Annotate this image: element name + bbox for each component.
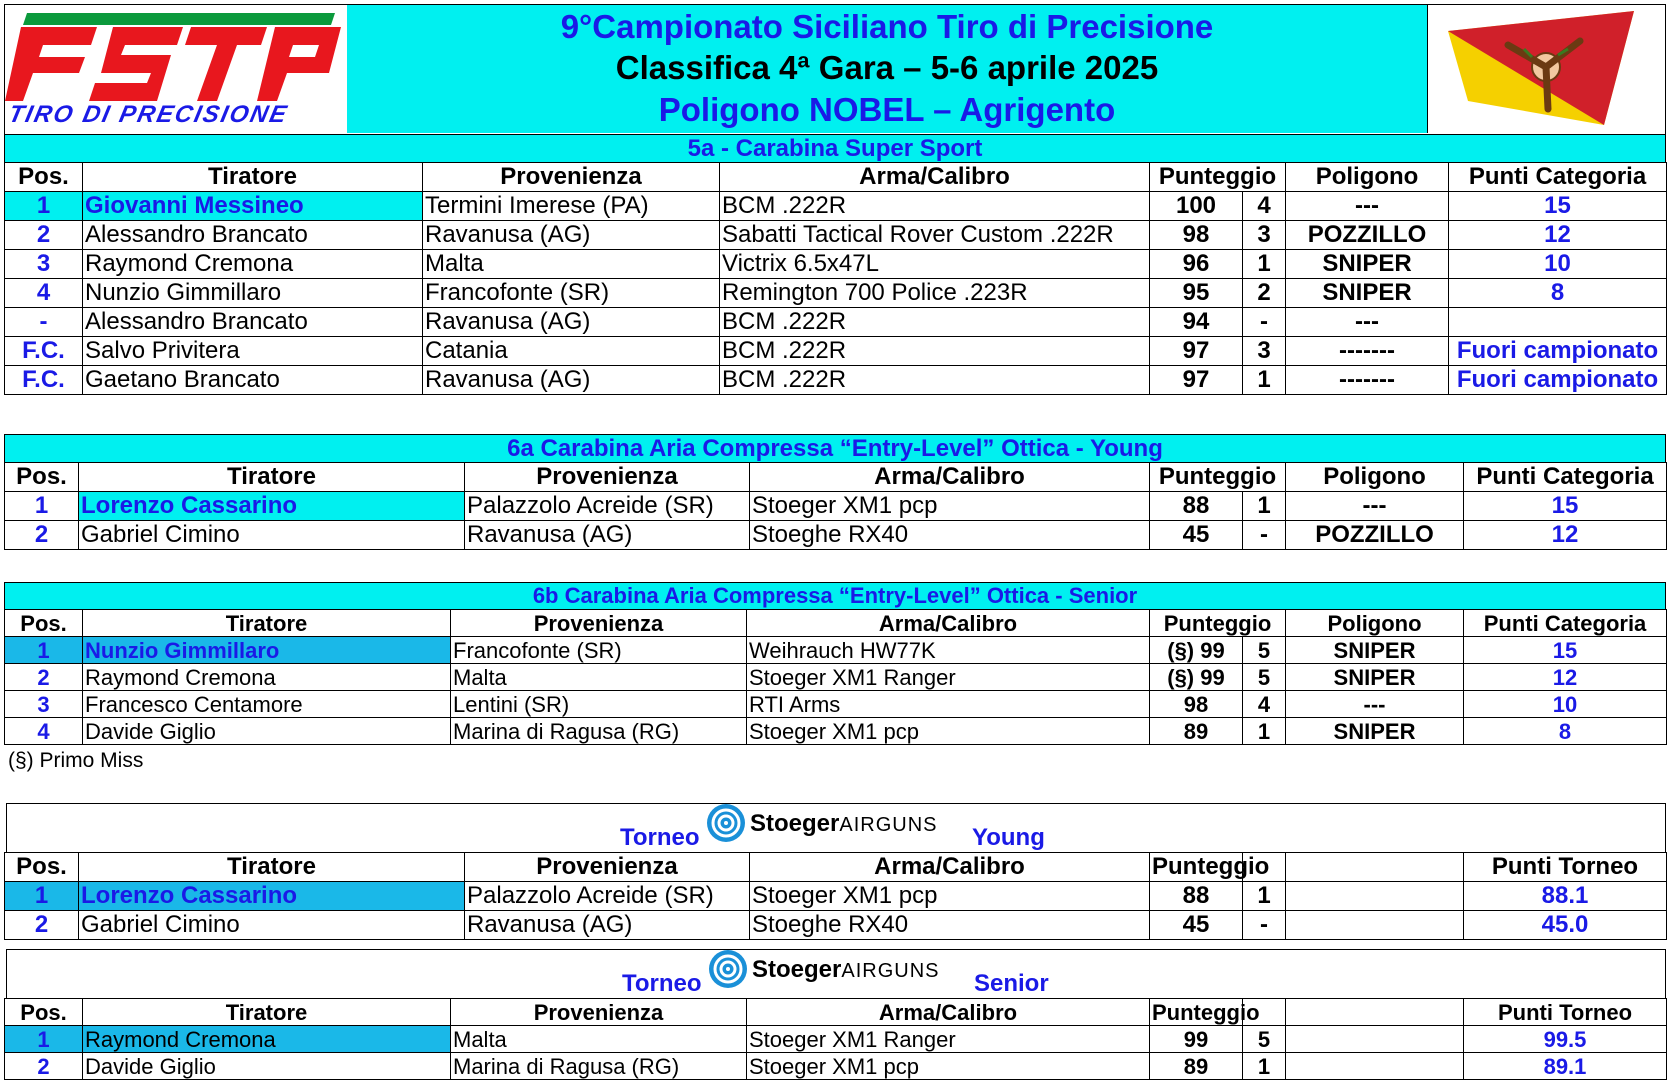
cell-name: Gaetano Brancato [83,366,423,395]
cell-arma: Stoeger XM1 pcp [750,882,1150,911]
cell-score: 89 [1150,1053,1243,1080]
stoeger-name: Stoeger [752,956,842,983]
cell-punti: 15 [1464,492,1667,521]
cell-name: Nunzio Gimmillaro [83,279,423,308]
table-row [5,911,1667,940]
torneo-senior-category: Senior [974,970,1049,997]
cell-poligono: --- [1286,691,1464,718]
col-poligono: Poligono [1286,163,1449,192]
cell-x: 3 [1243,221,1286,250]
cell-punti: 12 [1464,664,1667,691]
cell-punti: Fuori campionato [1449,366,1667,395]
col-provenienza: Provenienza [451,610,747,637]
cell-poligono: SNIPER [1286,279,1449,308]
table-row [5,221,1667,250]
cell-score: 88 [1150,492,1243,521]
cell-x: 5 [1243,1026,1286,1053]
stoeger-suffix: AIRGUNS [841,960,940,982]
cell-punti: 10 [1464,691,1667,718]
cell-score: (§) 99 [1150,664,1243,691]
col-punteggio: Punteggio [1150,163,1286,192]
cell-x: 5 [1243,637,1286,664]
cell-score: 100 [1150,192,1243,221]
cell-x: - [1243,911,1286,940]
cell-from: Ravanusa (AG) [423,308,720,337]
cell-pos: 4 [5,279,83,308]
cell-name: Giovanni Messineo [83,192,423,221]
cell-punti: 10 [1449,250,1667,279]
fstp-logo-subtitle: TIRO DI PRECISIONE [6,101,291,128]
cell-name: Raymond Cremona [83,1026,451,1053]
cell-score: 94 [1150,308,1243,337]
table-torneo-senior [4,998,1667,1080]
cell-punti: 15 [1449,192,1667,221]
table-6b [4,609,1667,745]
col-punti-torneo: Punti Torneo [1464,999,1667,1026]
col-tiratore: Tiratore [83,163,423,192]
cell-from: Palazzolo Acreide (SR) [465,882,750,911]
col-punti-torneo: Punti Torneo [1464,853,1667,882]
col-pos: Pos. [5,999,83,1026]
cell-blank [1286,1026,1464,1053]
cell-score: 98 [1150,691,1243,718]
cell-poligono: ------- [1286,337,1449,366]
col-pos: Pos. [5,163,83,192]
cell-punti: 15 [1464,637,1667,664]
cell-poligono: POZZILLO [1286,221,1449,250]
cell-arma: BCM .222R [720,337,1150,366]
cell-x: 5 [1243,664,1286,691]
cell-from: Ravanusa (AG) [465,521,750,550]
cell-name: Davide Giglio [83,718,451,745]
cell-punti: Fuori campionato [1449,337,1667,366]
cell-punti: 12 [1449,221,1667,250]
col-provenienza: Provenienza [451,999,747,1026]
cell-poligono: --- [1286,192,1449,221]
col-arma: Arma/Calibro [750,853,1150,882]
page-subtitle: Classifica 4ª Gara – 5-6 aprile 2025 [615,49,1159,86]
col-pos: Pos. [5,463,79,492]
table-row [5,250,1667,279]
cell-pos: 2 [5,664,83,691]
torneo-young-label: Torneo [620,824,700,851]
target-icon [709,950,747,988]
col-provenienza: Provenienza [465,853,750,882]
cell-punti-torneo: 88.1 [1464,882,1667,911]
cell-arma: BCM .222R [720,192,1150,221]
section-5a-title: 5a - Carabina Super Sport [4,134,1666,163]
col-punteggio: Punteggio [1150,463,1286,492]
col-tiratore: Tiratore [79,463,465,492]
col-punteggio: Punteggio [1150,999,1243,1026]
table-row [5,882,1667,911]
cell-x: 1 [1243,366,1286,395]
cell-from: Francofonte (SR) [423,279,720,308]
cell-pos: 4 [5,718,83,745]
table-row [5,192,1667,221]
cell-poligono: SNIPER [1286,250,1449,279]
cell-from: Lentini (SR) [451,691,747,718]
col-arma: Arma/Calibro [720,163,1150,192]
cell-blank [1286,911,1464,940]
table-row [5,492,1667,521]
cell-arma: Stoeghe RX40 [750,911,1150,940]
cell-score: 45 [1150,911,1243,940]
cell-pos: 2 [5,911,79,940]
cell-x: 3 [1243,337,1286,366]
cell-blank [1286,882,1464,911]
cell-punti [1449,308,1667,337]
cell-pos: F.C. [5,337,83,366]
sicily-flag-icon [1427,5,1665,133]
cell-name: Raymond Cremona [83,250,423,279]
cell-score: 45 [1150,521,1243,550]
cell-x: 1 [1243,882,1286,911]
cell-from: Termini Imerese (PA) [423,192,720,221]
table-row [5,718,1667,745]
cell-name: Salvo Privitera [83,337,423,366]
cell-arma: Stoeghe RX40 [750,521,1150,550]
col-punti-categoria: Punti Categoria [1464,610,1667,637]
cell-x: 1 [1243,492,1286,521]
cell-punti: 12 [1464,521,1667,550]
cell-from: Malta [423,250,720,279]
col-blank [1286,999,1464,1026]
cell-pos: F.C. [5,366,83,395]
cell-name: Raymond Cremona [83,664,451,691]
cell-from: Marina di Ragusa (RG) [451,718,747,745]
cell-arma: Sabatti Tactical Rover Custom .222R [720,221,1150,250]
cell-name: Lorenzo Cassarino [79,492,465,521]
cell-name: Francesco Centamore [83,691,451,718]
footnote-primo-miss: (§) Primo Miss [8,749,144,772]
stoeger-logo-icon [707,804,745,842]
page-title: 9°Campionato Siciliano Tiro di Precisione [560,8,1214,45]
stoeger-name: Stoeger [750,810,840,837]
cell-punti: 8 [1449,279,1667,308]
col-arma: Arma/Calibro [750,463,1150,492]
cell-score: 98 [1150,221,1243,250]
table-row [5,691,1667,718]
cell-pos: 1 [5,492,79,521]
cell-from: Malta [451,664,747,691]
col-pos: Pos. [5,853,79,882]
cell-punti: 8 [1464,718,1667,745]
title-band [347,5,1427,133]
target-icon [707,804,745,842]
cell-poligono: ------- [1286,366,1449,395]
col-tiratore: Tiratore [79,853,465,882]
cell-score: 88 [1150,882,1243,911]
cell-poligono: --- [1286,308,1449,337]
cell-name: Alessandro Brancato [83,221,423,250]
table-5a-header [5,163,1667,192]
col-arma: Arma/Calibro [747,999,1150,1026]
table-row [5,279,1667,308]
cell-name: Gabriel Cimino [79,911,465,940]
table-6b-header [5,610,1667,637]
cell-pos: 3 [5,250,83,279]
cell-arma: Stoeger XM1 pcp [750,492,1150,521]
table-row [5,308,1667,337]
col-tiratore: Tiratore [83,999,451,1026]
cell-poligono: SNIPER [1286,664,1464,691]
cell-poligono: SNIPER [1286,718,1464,745]
cell-pos: 2 [5,221,83,250]
table-torneo-young [4,852,1667,940]
col-punti-categoria: Punti Categoria [1464,463,1667,492]
table-6a [4,462,1667,550]
table-torneo-senior-header [5,999,1667,1026]
stoeger-brand [750,810,937,838]
cell-name: Davide Giglio [83,1053,451,1080]
cell-from: Ravanusa (AG) [423,221,720,250]
cell-score: 97 [1150,366,1243,395]
cell-poligono: SNIPER [1286,637,1464,664]
cell-x: 1 [1243,250,1286,279]
col-poligono: Poligono [1286,463,1464,492]
torneo-senior-label: Torneo [622,970,702,997]
cell-pos: 1 [5,192,83,221]
section-6b-title: 6b Carabina Aria Compressa “Entry-Level” Ottica - Senior [4,582,1666,610]
table-row [5,366,1667,395]
cell-from: Catania [423,337,720,366]
cell-arma: Stoeger XM1 Ranger [747,1026,1150,1053]
table-row [5,337,1667,366]
col-punti-categoria: Punti Categoria [1449,163,1667,192]
table-5a [4,162,1667,395]
table-row [5,664,1667,691]
col-provenienza: Provenienza [465,463,750,492]
cell-pos: 1 [5,882,79,911]
cell-arma: Stoeger XM1 pcp [747,1053,1150,1080]
cell-poligono: POZZILLO [1286,521,1464,550]
cell-blank [1286,1053,1464,1080]
cell-pos: 3 [5,691,83,718]
cell-pos: 1 [5,1026,83,1053]
cell-x: 4 [1243,192,1286,221]
cell-score: 97 [1150,337,1243,366]
cell-from: Ravanusa (AG) [465,911,750,940]
page-venue: Poligono NOBEL – Agrigento [658,91,1116,128]
col-punteggio: Punteggio [1150,610,1286,637]
col-arma: Arma/Calibro [747,610,1150,637]
table-row [5,1053,1667,1080]
col-blank [1286,853,1464,882]
cell-name: Gabriel Cimino [79,521,465,550]
table-row [5,521,1667,550]
cell-arma: RTI Arms [747,691,1150,718]
section-6a-title: 6a Carabina Aria Compressa “Entry-Level” Ottica - Young [4,434,1666,463]
cell-score: 89 [1150,718,1243,745]
cell-arma: Stoeger XM1 pcp [747,718,1150,745]
cell-score: 99 [1150,1026,1243,1053]
cell-x: 1 [1243,1053,1286,1080]
cell-pos: - [5,308,83,337]
cell-name: Alessandro Brancato [83,308,423,337]
cell-from: Francofonte (SR) [451,637,747,664]
cell-punti-torneo: 45.0 [1464,911,1667,940]
cell-x: 1 [1243,718,1286,745]
stoeger-brand [752,956,939,984]
table-row [5,1026,1667,1053]
col-tiratore: Tiratore [83,610,451,637]
cell-pos: 1 [5,637,83,664]
cell-arma: BCM .222R [720,366,1150,395]
cell-name: Lorenzo Cassarino [79,882,465,911]
cell-score: 96 [1150,250,1243,279]
cell-arma: Stoeger XM1 Ranger [747,664,1150,691]
col-pos: Pos. [5,610,83,637]
trinacria-icon [1428,5,1665,133]
cell-name: Nunzio Gimmillaro [83,637,451,664]
cell-from: Palazzolo Acreide (SR) [465,492,750,521]
cell-x: - [1243,308,1286,337]
cell-punti-torneo: 99.5 [1464,1026,1667,1053]
fstp-logo [5,5,348,133]
cell-from: Marina di Ragusa (RG) [451,1053,747,1080]
torneo-young-category: Young [972,824,1045,851]
cell-arma: Victrix 6.5x47L [720,250,1150,279]
cell-arma: Remington 700 Police .223R [720,279,1150,308]
cell-score: 95 [1150,279,1243,308]
cell-arma: Weihrauch HW77K [747,637,1150,664]
cell-poligono: --- [1286,492,1464,521]
cell-x: 2 [1243,279,1286,308]
table-row [5,637,1667,664]
table-6a-header [5,463,1667,492]
col-punteggio: Punteggio [1150,853,1243,882]
col-poligono: Poligono [1286,610,1464,637]
cell-score: (§) 99 [1150,637,1243,664]
col-provenienza: Provenienza [423,163,720,192]
cell-from: Ravanusa (AG) [423,366,720,395]
cell-x: - [1243,521,1286,550]
cell-arma: BCM .222R [720,308,1150,337]
cell-from: Malta [451,1026,747,1053]
stoeger-suffix: AIRGUNS [839,814,938,836]
table-torneo-young-header [5,853,1667,882]
cell-pos: 2 [5,521,79,550]
stoeger-logo-icon [709,950,747,988]
cell-pos: 2 [5,1053,83,1080]
cell-x: 4 [1243,691,1286,718]
cell-punti-torneo: 89.1 [1464,1053,1667,1080]
